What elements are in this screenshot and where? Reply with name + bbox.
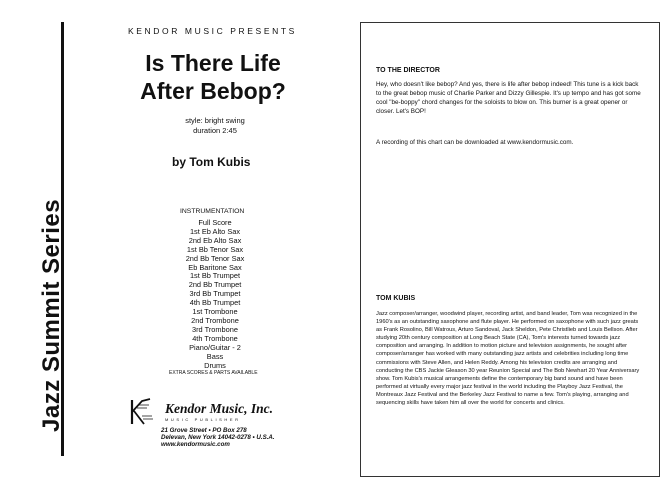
instrument-item: 2nd Trombone	[191, 315, 239, 325]
publisher-address-line-2: Delevan, New York 14042-0278 • U.S.A.	[161, 434, 275, 441]
instrument-item: 4th Bb Trumpet	[189, 298, 241, 308]
instrumentation-list	[160, 219, 270, 370]
instrument-item: 2nd Bb Tenor Sax	[185, 253, 245, 263]
piece-title-line-1: Is There Life	[145, 50, 281, 76]
instrument-item: Eb Baritone Sax	[188, 262, 242, 272]
duration: duration 2:45	[193, 126, 237, 135]
instrument-item: 2nd Eb Alto Sax	[188, 235, 242, 245]
instrument-item: 1st Trombone	[192, 307, 238, 317]
composer-bio-heading: TOM KUBIS	[376, 295, 416, 302]
kendor-music-logo-icon	[128, 398, 154, 426]
instrument-item: Piano/Guitar - 2	[189, 342, 241, 352]
style-indication: style: bright swing	[185, 116, 245, 125]
instrument-item: 3rd Bb Trumpet	[189, 289, 241, 299]
instrument-item: 3rd Trombone	[191, 324, 238, 334]
instrument-item: 1st Bb Trumpet	[189, 271, 241, 281]
instrument-item: 1st Eb Alto Sax	[189, 226, 241, 236]
notes-page	[360, 22, 660, 477]
instrument-item: Drums	[204, 360, 226, 370]
composer-credit: by Tom Kubis	[172, 155, 251, 169]
publisher-tagline: MUSIC PUBLISHER	[165, 417, 241, 422]
instrument-item: 2nd Bb Trumpet	[188, 280, 242, 290]
instrument-item: 1st Bb Tenor Sax	[186, 244, 244, 254]
instrument-item: 4th Trombone	[192, 333, 238, 343]
piece-title-line-2: After Bebop?	[140, 78, 286, 104]
publisher-website: www.kendormusic.com	[161, 441, 230, 448]
instrument-item: Full Score	[198, 218, 232, 227]
instrument-item: Bass	[206, 351, 224, 361]
instrumentation-heading: INSTRUMENTATION	[180, 208, 245, 215]
publisher-address-line-1: 21 Grove Street • PO Box 278	[161, 427, 247, 434]
composer-bio-paragraph: Jazz composer/arranger, woodwind player, recording artist, and band leader, Tom was recognized in the 1960's as an outstanding saxophone and flute player. He performed on saxophone with such jazz greats as Frank Rosolino, Bill Watrous, Arturo Sandoval, Jack Sheldon, Pete Christlieb and Louis Bellson. After studying 20th century composition at Long Beach State (CA), Tom's interests turned towards jazz composition and arranging. In addition to motion picture and television assignments, he sought after composer/arranger has worked with many outstanding jazz artists and celebrities including long time commissions with Steve Allen, and Helen Reddy. Among his television credits are arranging and conducting the CBS Jackie Gleason 30 year Reunion Special and The Bob Newhart 20 Year Anniversary show. Tom Kubis's musical arrangements define the contemporary big band sound and have been performed at virtually every major jazz festival in the world including the Playboy Jazz Festival, the Montreaux Jazz Festival and the Berkeley Jazz Festival to name a few. Tom's playing, arranging and sequencing skills have taken him all over the world for concerts and clinics.	[376, 311, 640, 407]
publisher-presents-header: KENDOR MUSIC PRESENTS	[128, 26, 297, 36]
publisher-name: Kendor Music, Inc.	[165, 401, 274, 416]
series-title: Jazz Summit Series	[38, 198, 65, 432]
director-notes-heading: TO THE DIRECTOR	[376, 67, 440, 74]
extra-parts-note: EXTRA SCORES & PARTS AVAILABLE	[169, 370, 258, 376]
director-notes-paragraph: Hey, who doesn't like bebop? And yes, there is life after bebop indeed! This tune is a kick back to the great bebop music of Charlie Parker and Dizzy Gillespie. It's up tempo and has got some cool "be-boppy" chord changes for the soloists to blow on. This burner is a great opener or closer. Let's BOP!	[376, 81, 641, 115]
recording-download-note: A recording of this chart can be downloaded at www.kendormusic.com.	[376, 139, 574, 146]
